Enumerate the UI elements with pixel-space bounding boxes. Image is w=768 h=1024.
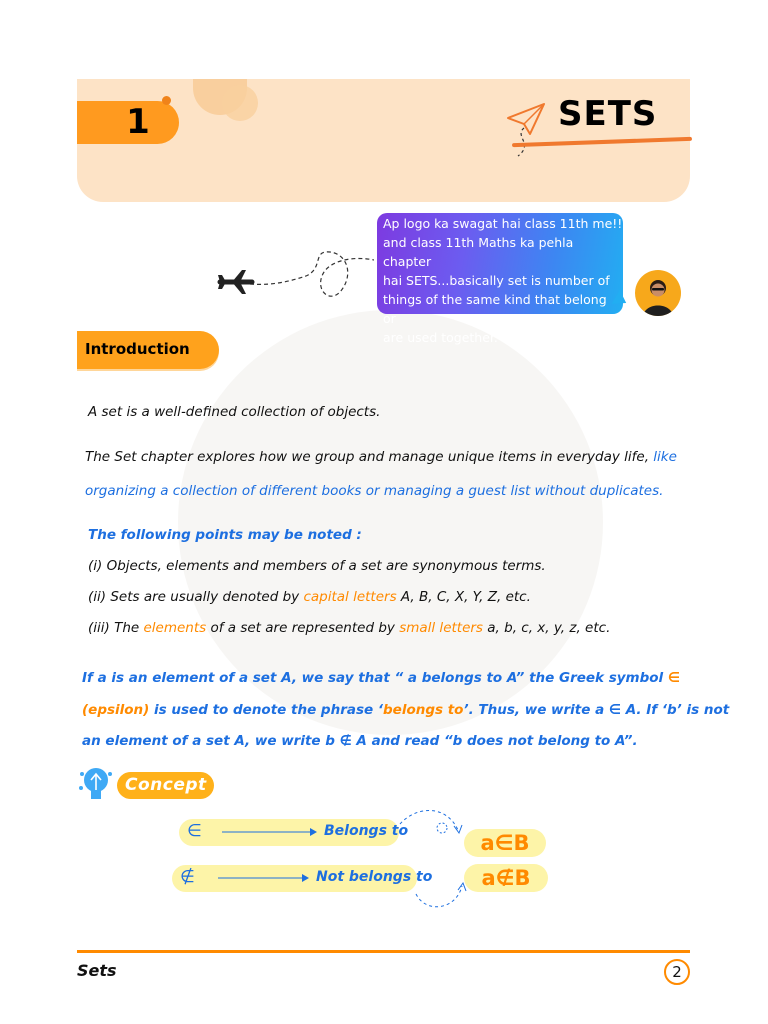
not-belongs-to-label: Not belongs to <box>316 869 433 885</box>
bubble-line: Ap logo ka swagat hai class 11th me!! <box>383 216 623 231</box>
bubble-line: hai SETS...basically set is number of <box>383 273 610 288</box>
lightbulb-icon <box>78 764 114 804</box>
point-item: (i) Objects, elements and members of a set are synonymous terms. <box>88 558 546 574</box>
header-decoration <box>162 96 171 105</box>
point-text: (ii) Sets are usually denoted by <box>88 589 304 605</box>
point-text: a, b, c, x, y, z, etc. <box>482 620 611 636</box>
belongs-to-label: Belongs to <box>324 823 409 839</box>
rule-line <box>82 670 680 686</box>
intro-paragraph-text: The Set chapter explores how we group and manage unique items in everyday life, <box>85 449 649 465</box>
point-text: A, B, C, X, Y, Z, etc. <box>396 589 531 605</box>
dashed-connector <box>396 802 476 914</box>
point-text: (iii) The <box>88 620 144 636</box>
rule-text: If a is an element of a set A, we say that “ a belongs to A” the Greek symbol <box>82 670 668 686</box>
set-definition: A set is a well-defined collection of objects. <box>88 404 381 420</box>
point-item <box>88 620 610 636</box>
speech-bubble <box>377 213 623 345</box>
page-number: 2 <box>664 959 690 985</box>
rule-text: ’. Thus, we write a ∈ A. If ‘b’ is not <box>463 702 730 718</box>
points-heading: The following points may be noted : <box>88 527 362 543</box>
point-highlight: elements <box>143 620 207 636</box>
belongs-example: a∈B <box>464 829 546 857</box>
chapter-number: 1 <box>126 102 150 142</box>
chapter-title: SETS <box>558 94 658 134</box>
bubble-line: things of the same kind that belong or <box>383 292 607 326</box>
arrow-right-icon <box>222 826 318 838</box>
rule-line: an element of a set A, we write b ∉ A and read “b does not belong to A”. <box>82 733 638 749</box>
airplane-icon <box>214 246 374 306</box>
not-element-of-symbol: ∉ <box>180 867 195 887</box>
footer-title: Sets <box>77 961 117 980</box>
point-item <box>88 589 531 605</box>
element-of-symbol: ∈ <box>187 821 202 841</box>
concept-label: Concept <box>125 775 207 795</box>
rule-highlight: belongs to <box>383 702 464 718</box>
intro-paragraph-highlight: like <box>653 449 677 465</box>
not-belongs-example: a∉B <box>464 864 548 892</box>
paper-plane-icon <box>504 100 550 160</box>
intro-paragraph-line2: organizing a collection of different books or managing a guest list without duplicates. <box>85 483 664 499</box>
rule-highlight: (epsilon) <box>82 702 150 718</box>
arrow-right-icon <box>218 872 310 884</box>
rule-symbol: ∈ <box>667 670 680 686</box>
rule-text: is used to denote the phrase ‘ <box>149 702 383 718</box>
header-decoration <box>222 85 258 121</box>
intro-paragraph <box>85 449 677 465</box>
section-heading: Introduction <box>85 340 190 358</box>
point-highlight: small letters <box>399 620 483 636</box>
bubble-line: are used together. <box>383 330 498 345</box>
point-highlight: capital letters <box>303 589 397 605</box>
footer-divider <box>77 950 690 953</box>
rule-line <box>82 702 729 718</box>
point-text: of a set are represented by <box>206 620 400 636</box>
avatar <box>635 270 681 316</box>
bubble-line: and class 11th Maths ka pehla chapter <box>383 235 574 269</box>
